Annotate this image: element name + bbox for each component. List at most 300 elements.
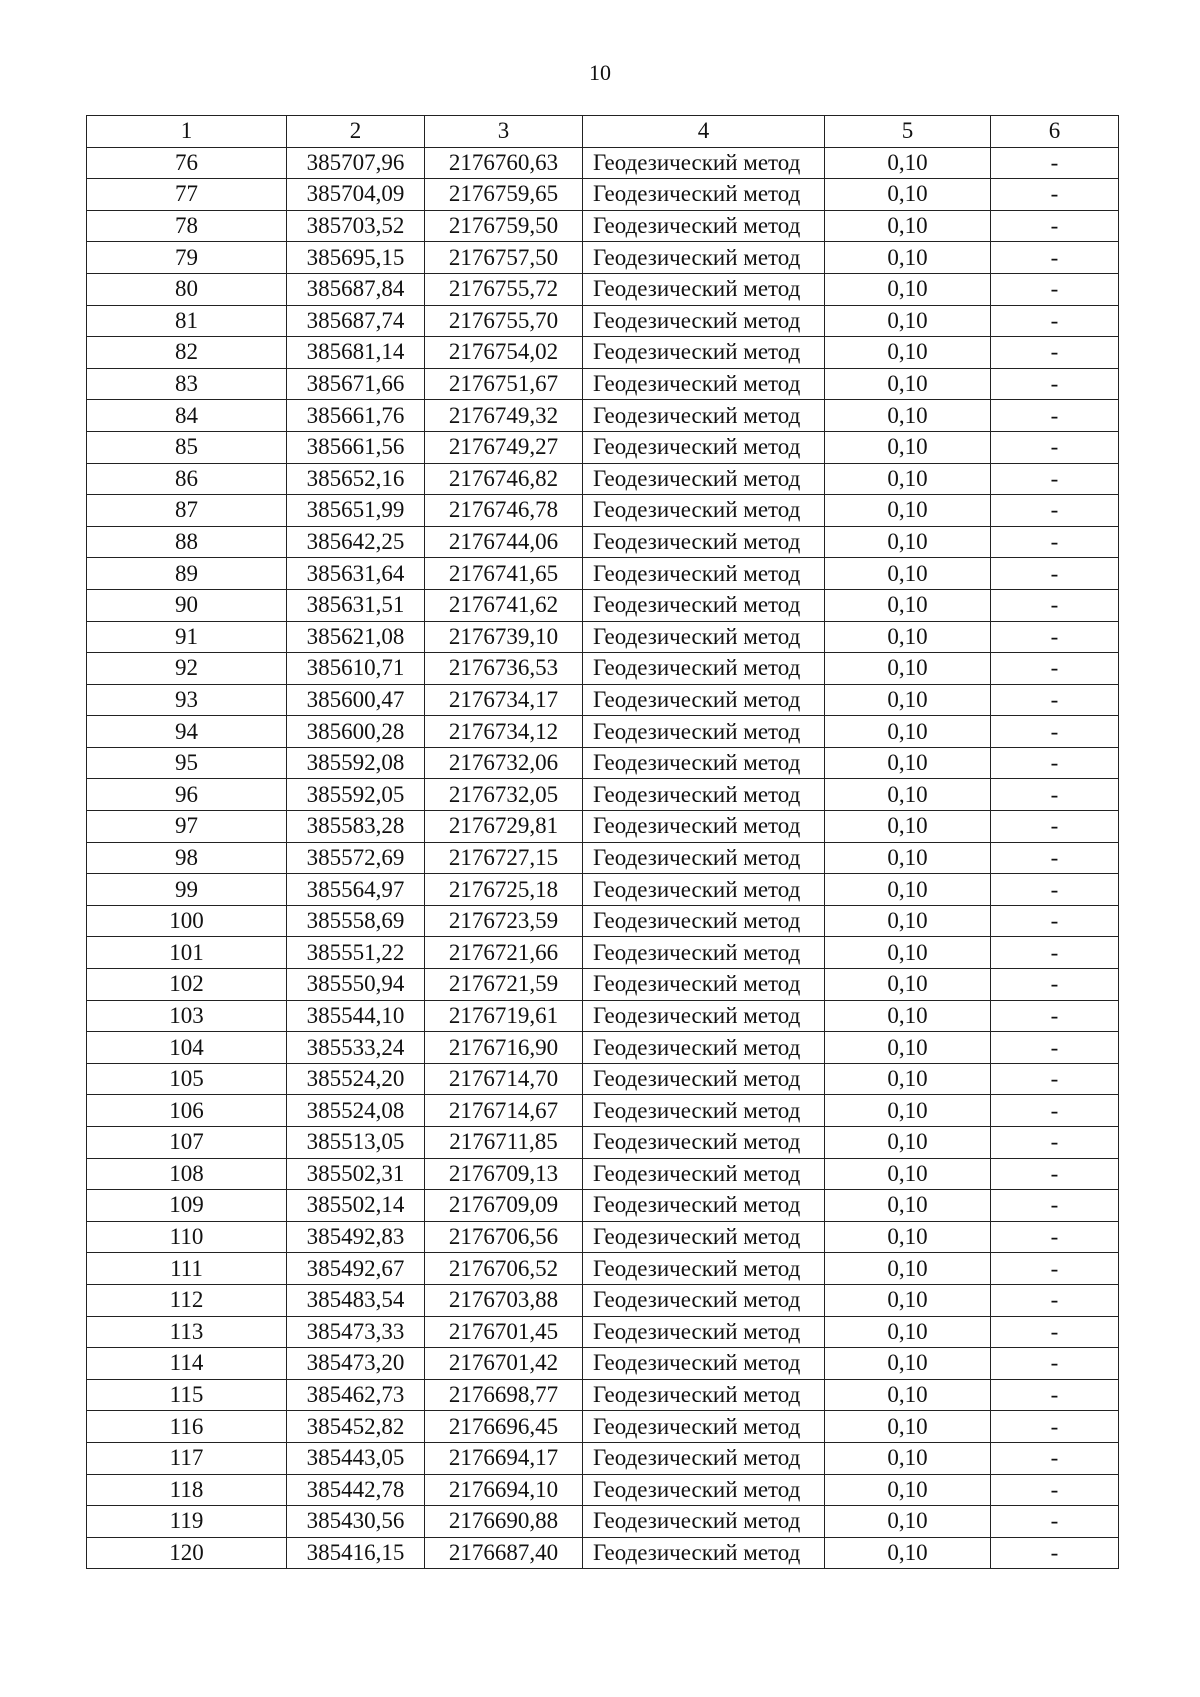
note-cell: - — [991, 1411, 1119, 1443]
point-number-cell: 91 — [87, 621, 287, 653]
method-cell: Геодезический метод — [583, 1000, 825, 1032]
note-cell: - — [991, 905, 1119, 937]
accuracy-cell: 0,10 — [825, 905, 991, 937]
table-row — [87, 463, 1119, 495]
method-cell: Геодезический метод — [583, 937, 825, 969]
note-cell: - — [991, 179, 1119, 211]
x-coordinate-cell: 385452,82 — [287, 1411, 425, 1443]
method-cell: Геодезический метод — [583, 589, 825, 621]
accuracy-cell: 0,10 — [825, 1348, 991, 1380]
note-cell: - — [991, 305, 1119, 337]
point-number-cell: 80 — [87, 273, 287, 305]
y-coordinate-cell: 2176751,67 — [425, 368, 583, 400]
y-coordinate-cell: 2176687,40 — [425, 1537, 583, 1569]
x-coordinate-cell: 385473,33 — [287, 1316, 425, 1348]
x-coordinate-cell: 385687,74 — [287, 305, 425, 337]
method-cell: Геодезический метод — [583, 1506, 825, 1538]
method-cell: Геодезический метод — [583, 716, 825, 748]
y-coordinate-cell: 2176690,88 — [425, 1506, 583, 1538]
method-cell: Геодезический метод — [583, 337, 825, 369]
y-coordinate-cell: 2176711,85 — [425, 1127, 583, 1159]
accuracy-cell: 0,10 — [825, 1316, 991, 1348]
x-coordinate-cell: 385681,14 — [287, 337, 425, 369]
header-cell-6: 6 — [991, 116, 1119, 148]
table-row — [87, 1063, 1119, 1095]
accuracy-cell: 0,10 — [825, 1063, 991, 1095]
page-number: 10 — [589, 60, 611, 85]
point-number-cell: 96 — [87, 779, 287, 811]
point-number-cell: 116 — [87, 1411, 287, 1443]
header-cell-1: 1 — [87, 116, 287, 148]
method-cell: Геодезический метод — [583, 463, 825, 495]
table-row — [87, 495, 1119, 527]
table-row — [87, 905, 1119, 937]
method-cell: Геодезический метод — [583, 526, 825, 558]
x-coordinate-cell: 385631,64 — [287, 558, 425, 590]
table-row — [87, 811, 1119, 843]
note-cell: - — [991, 969, 1119, 1001]
x-coordinate-cell: 385513,05 — [287, 1127, 425, 1159]
y-coordinate-cell: 2176694,17 — [425, 1442, 583, 1474]
header-cell-4: 4 — [583, 116, 825, 148]
note-cell: - — [991, 1221, 1119, 1253]
point-number-cell: 77 — [87, 179, 287, 211]
method-cell: Геодезический метод — [583, 431, 825, 463]
note-cell: - — [991, 368, 1119, 400]
x-coordinate-cell: 385502,31 — [287, 1158, 425, 1190]
accuracy-cell: 0,10 — [825, 1032, 991, 1064]
accuracy-cell: 0,10 — [825, 1253, 991, 1285]
x-coordinate-cell: 385492,67 — [287, 1253, 425, 1285]
y-coordinate-cell: 2176721,59 — [425, 969, 583, 1001]
table-row — [87, 1506, 1119, 1538]
method-cell: Геодезический метод — [583, 495, 825, 527]
accuracy-cell: 0,10 — [825, 431, 991, 463]
method-cell: Геодезический метод — [583, 1221, 825, 1253]
table-header-row — [87, 116, 1119, 148]
accuracy-cell: 0,10 — [825, 747, 991, 779]
header-cell-3: 3 — [425, 116, 583, 148]
accuracy-cell: 0,10 — [825, 1221, 991, 1253]
point-number-cell: 111 — [87, 1253, 287, 1285]
point-number-cell: 88 — [87, 526, 287, 558]
x-coordinate-cell: 385695,15 — [287, 242, 425, 274]
point-number-cell: 84 — [87, 400, 287, 432]
accuracy-cell: 0,10 — [825, 463, 991, 495]
y-coordinate-cell: 2176746,82 — [425, 463, 583, 495]
note-cell: - — [991, 684, 1119, 716]
table-row — [87, 337, 1119, 369]
y-coordinate-cell: 2176706,56 — [425, 1221, 583, 1253]
point-number-cell: 106 — [87, 1095, 287, 1127]
x-coordinate-cell: 385533,24 — [287, 1032, 425, 1064]
x-coordinate-cell: 385600,28 — [287, 716, 425, 748]
point-number-cell: 78 — [87, 210, 287, 242]
x-coordinate-cell: 385707,96 — [287, 147, 425, 179]
x-coordinate-cell: 385687,84 — [287, 273, 425, 305]
y-coordinate-cell: 2176696,45 — [425, 1411, 583, 1443]
accuracy-cell: 0,10 — [825, 368, 991, 400]
accuracy-cell: 0,10 — [825, 621, 991, 653]
accuracy-cell: 0,10 — [825, 779, 991, 811]
method-cell: Геодезический метод — [583, 1095, 825, 1127]
note-cell: - — [991, 431, 1119, 463]
note-cell: - — [991, 242, 1119, 274]
x-coordinate-cell: 385473,20 — [287, 1348, 425, 1380]
method-cell: Геодезический метод — [583, 653, 825, 685]
y-coordinate-cell: 2176723,59 — [425, 905, 583, 937]
table-row — [87, 179, 1119, 211]
note-cell: - — [991, 1348, 1119, 1380]
accuracy-cell: 0,10 — [825, 1442, 991, 1474]
y-coordinate-cell: 2176701,42 — [425, 1348, 583, 1380]
method-cell: Геодезический метод — [583, 1253, 825, 1285]
y-coordinate-cell: 2176736,53 — [425, 653, 583, 685]
point-number-cell: 117 — [87, 1442, 287, 1474]
note-cell: - — [991, 210, 1119, 242]
point-number-cell: 97 — [87, 811, 287, 843]
x-coordinate-cell: 385600,47 — [287, 684, 425, 716]
y-coordinate-cell: 2176716,90 — [425, 1032, 583, 1064]
y-coordinate-cell: 2176754,02 — [425, 337, 583, 369]
accuracy-cell: 0,10 — [825, 305, 991, 337]
accuracy-cell: 0,10 — [825, 1411, 991, 1443]
x-coordinate-cell: 385416,15 — [287, 1537, 425, 1569]
method-cell: Геодезический метод — [583, 400, 825, 432]
table-row — [87, 147, 1119, 179]
x-coordinate-cell: 385442,78 — [287, 1474, 425, 1506]
note-cell: - — [991, 337, 1119, 369]
note-cell: - — [991, 1000, 1119, 1032]
method-cell: Геодезический метод — [583, 558, 825, 590]
point-number-cell: 94 — [87, 716, 287, 748]
method-cell: Геодезический метод — [583, 1316, 825, 1348]
y-coordinate-cell: 2176741,65 — [425, 558, 583, 590]
table-row — [87, 874, 1119, 906]
accuracy-cell: 0,10 — [825, 1095, 991, 1127]
method-cell: Геодезический метод — [583, 684, 825, 716]
method-cell: Геодезический метод — [583, 1190, 825, 1222]
x-coordinate-cell: 385621,08 — [287, 621, 425, 653]
note-cell: - — [991, 147, 1119, 179]
table-row — [87, 273, 1119, 305]
table-row — [87, 400, 1119, 432]
method-cell: Геодезический метод — [583, 1158, 825, 1190]
point-number-cell: 92 — [87, 653, 287, 685]
point-number-cell: 76 — [87, 147, 287, 179]
x-coordinate-cell: 385631,51 — [287, 589, 425, 621]
note-cell: - — [991, 747, 1119, 779]
y-coordinate-cell: 2176732,05 — [425, 779, 583, 811]
accuracy-cell: 0,10 — [825, 874, 991, 906]
table-row — [87, 1379, 1119, 1411]
table-row — [87, 210, 1119, 242]
y-coordinate-cell: 2176706,52 — [425, 1253, 583, 1285]
accuracy-cell: 0,10 — [825, 337, 991, 369]
accuracy-cell: 0,10 — [825, 1379, 991, 1411]
method-cell: Геодезический метод — [583, 273, 825, 305]
x-coordinate-cell: 385551,22 — [287, 937, 425, 969]
y-coordinate-cell: 2176734,12 — [425, 716, 583, 748]
point-number-cell: 105 — [87, 1063, 287, 1095]
y-coordinate-cell: 2176721,66 — [425, 937, 583, 969]
point-number-cell: 87 — [87, 495, 287, 527]
point-number-cell: 86 — [87, 463, 287, 495]
table-row — [87, 589, 1119, 621]
method-cell: Геодезический метод — [583, 210, 825, 242]
point-number-cell: 83 — [87, 368, 287, 400]
note-cell: - — [991, 937, 1119, 969]
x-coordinate-cell: 385671,66 — [287, 368, 425, 400]
accuracy-cell: 0,10 — [825, 716, 991, 748]
accuracy-cell: 0,10 — [825, 1127, 991, 1159]
note-cell: - — [991, 1316, 1119, 1348]
point-number-cell: 79 — [87, 242, 287, 274]
y-coordinate-cell: 2176714,67 — [425, 1095, 583, 1127]
y-coordinate-cell: 2176759,50 — [425, 210, 583, 242]
y-coordinate-cell: 2176709,09 — [425, 1190, 583, 1222]
table-row — [87, 937, 1119, 969]
table-row — [87, 1158, 1119, 1190]
note-cell: - — [991, 621, 1119, 653]
accuracy-cell: 0,10 — [825, 1284, 991, 1316]
method-cell: Геодезический метод — [583, 779, 825, 811]
method-cell: Геодезический метод — [583, 1348, 825, 1380]
note-cell: - — [991, 1506, 1119, 1538]
y-coordinate-cell: 2176739,10 — [425, 621, 583, 653]
note-cell: - — [991, 1442, 1119, 1474]
x-coordinate-cell: 385651,99 — [287, 495, 425, 527]
y-coordinate-cell: 2176759,65 — [425, 179, 583, 211]
method-cell: Геодезический метод — [583, 242, 825, 274]
accuracy-cell: 0,10 — [825, 811, 991, 843]
method-cell: Геодезический метод — [583, 1442, 825, 1474]
y-coordinate-cell: 2176760,63 — [425, 147, 583, 179]
method-cell: Геодезический метод — [583, 1411, 825, 1443]
note-cell: - — [991, 495, 1119, 527]
point-number-cell: 119 — [87, 1506, 287, 1538]
point-number-cell: 108 — [87, 1158, 287, 1190]
x-coordinate-cell: 385592,05 — [287, 779, 425, 811]
accuracy-cell: 0,10 — [825, 400, 991, 432]
method-cell: Геодезический метод — [583, 1127, 825, 1159]
accuracy-cell: 0,10 — [825, 1158, 991, 1190]
note-cell: - — [991, 874, 1119, 906]
x-coordinate-cell: 385544,10 — [287, 1000, 425, 1032]
note-cell: - — [991, 558, 1119, 590]
method-cell: Геодезический метод — [583, 747, 825, 779]
y-coordinate-cell: 2176749,27 — [425, 431, 583, 463]
y-coordinate-cell: 2176734,17 — [425, 684, 583, 716]
note-cell: - — [991, 1379, 1119, 1411]
table-row — [87, 969, 1119, 1001]
method-cell: Геодезический метод — [583, 905, 825, 937]
note-cell: - — [991, 1032, 1119, 1064]
x-coordinate-cell: 385592,08 — [287, 747, 425, 779]
y-coordinate-cell: 2176732,06 — [425, 747, 583, 779]
table-row — [87, 1537, 1119, 1569]
table-row — [87, 242, 1119, 274]
accuracy-cell: 0,10 — [825, 147, 991, 179]
point-number-cell: 82 — [87, 337, 287, 369]
accuracy-cell: 0,10 — [825, 273, 991, 305]
method-cell: Геодезический метод — [583, 1379, 825, 1411]
coordinates-table — [86, 115, 1119, 1569]
y-coordinate-cell: 2176719,61 — [425, 1000, 583, 1032]
table-row — [87, 779, 1119, 811]
accuracy-cell: 0,10 — [825, 589, 991, 621]
note-cell: - — [991, 1474, 1119, 1506]
note-cell: - — [991, 1537, 1119, 1569]
table-row — [87, 305, 1119, 337]
accuracy-cell: 0,10 — [825, 1474, 991, 1506]
table-row — [87, 1348, 1119, 1380]
point-number-cell: 99 — [87, 874, 287, 906]
point-number-cell: 115 — [87, 1379, 287, 1411]
note-cell: - — [991, 1190, 1119, 1222]
table-row — [87, 1474, 1119, 1506]
table-row — [87, 842, 1119, 874]
y-coordinate-cell: 2176698,77 — [425, 1379, 583, 1411]
accuracy-cell: 0,10 — [825, 1190, 991, 1222]
table-row — [87, 1000, 1119, 1032]
x-coordinate-cell: 385572,69 — [287, 842, 425, 874]
method-cell: Геодезический метод — [583, 1537, 825, 1569]
point-number-cell: 120 — [87, 1537, 287, 1569]
point-number-cell: 109 — [87, 1190, 287, 1222]
point-number-cell: 104 — [87, 1032, 287, 1064]
y-coordinate-cell: 2176755,70 — [425, 305, 583, 337]
point-number-cell: 93 — [87, 684, 287, 716]
point-number-cell: 98 — [87, 842, 287, 874]
y-coordinate-cell: 2176744,06 — [425, 526, 583, 558]
x-coordinate-cell: 385661,56 — [287, 431, 425, 463]
y-coordinate-cell: 2176709,13 — [425, 1158, 583, 1190]
accuracy-cell: 0,10 — [825, 558, 991, 590]
x-coordinate-cell: 385430,56 — [287, 1506, 425, 1538]
y-coordinate-cell: 2176727,15 — [425, 842, 583, 874]
table-row — [87, 1032, 1119, 1064]
accuracy-cell: 0,10 — [825, 179, 991, 211]
table-row — [87, 526, 1119, 558]
table-row — [87, 1095, 1119, 1127]
accuracy-cell: 0,10 — [825, 1000, 991, 1032]
y-coordinate-cell: 2176703,88 — [425, 1284, 583, 1316]
x-coordinate-cell: 385704,09 — [287, 179, 425, 211]
table-body — [87, 116, 1119, 1569]
note-cell: - — [991, 1095, 1119, 1127]
x-coordinate-cell: 385564,97 — [287, 874, 425, 906]
y-coordinate-cell: 2176755,72 — [425, 273, 583, 305]
accuracy-cell: 0,10 — [825, 526, 991, 558]
method-cell: Геодезический метод — [583, 1284, 825, 1316]
x-coordinate-cell: 385558,69 — [287, 905, 425, 937]
point-number-cell: 103 — [87, 1000, 287, 1032]
point-number-cell: 114 — [87, 1348, 287, 1380]
method-cell: Геодезический метод — [583, 621, 825, 653]
y-coordinate-cell: 2176741,62 — [425, 589, 583, 621]
method-cell: Геодезический метод — [583, 1032, 825, 1064]
accuracy-cell: 0,10 — [825, 969, 991, 1001]
method-cell: Геодезический метод — [583, 368, 825, 400]
accuracy-cell: 0,10 — [825, 653, 991, 685]
accuracy-cell: 0,10 — [825, 937, 991, 969]
table-row — [87, 1316, 1119, 1348]
accuracy-cell: 0,10 — [825, 842, 991, 874]
note-cell: - — [991, 526, 1119, 558]
note-cell: - — [991, 1284, 1119, 1316]
point-number-cell: 107 — [87, 1127, 287, 1159]
point-number-cell: 101 — [87, 937, 287, 969]
method-cell: Геодезический метод — [583, 305, 825, 337]
x-coordinate-cell: 385610,71 — [287, 653, 425, 685]
note-cell: - — [991, 1158, 1119, 1190]
y-coordinate-cell: 2176714,70 — [425, 1063, 583, 1095]
header-cell-2: 2 — [287, 116, 425, 148]
table-row — [87, 1284, 1119, 1316]
note-cell: - — [991, 653, 1119, 685]
table-row — [87, 1253, 1119, 1285]
method-cell: Геодезический метод — [583, 969, 825, 1001]
note-cell: - — [991, 463, 1119, 495]
y-coordinate-cell: 2176757,50 — [425, 242, 583, 274]
y-coordinate-cell: 2176701,45 — [425, 1316, 583, 1348]
point-number-cell: 118 — [87, 1474, 287, 1506]
x-coordinate-cell: 385652,16 — [287, 463, 425, 495]
y-coordinate-cell: 2176694,10 — [425, 1474, 583, 1506]
table-row — [87, 1127, 1119, 1159]
x-coordinate-cell: 385524,20 — [287, 1063, 425, 1095]
table-row — [87, 621, 1119, 653]
accuracy-cell: 0,10 — [825, 1537, 991, 1569]
table-row — [87, 716, 1119, 748]
table-row — [87, 684, 1119, 716]
x-coordinate-cell: 385483,54 — [287, 1284, 425, 1316]
table-row — [87, 1411, 1119, 1443]
x-coordinate-cell: 385703,52 — [287, 210, 425, 242]
y-coordinate-cell: 2176746,78 — [425, 495, 583, 527]
table-row — [87, 1190, 1119, 1222]
table-row — [87, 1442, 1119, 1474]
table-row — [87, 747, 1119, 779]
method-cell: Геодезический метод — [583, 811, 825, 843]
note-cell: - — [991, 1063, 1119, 1095]
note-cell: - — [991, 1127, 1119, 1159]
table-row — [87, 431, 1119, 463]
note-cell: - — [991, 716, 1119, 748]
y-coordinate-cell: 2176749,32 — [425, 400, 583, 432]
accuracy-cell: 0,10 — [825, 242, 991, 274]
x-coordinate-cell: 385583,28 — [287, 811, 425, 843]
point-number-cell: 113 — [87, 1316, 287, 1348]
note-cell: - — [991, 1253, 1119, 1285]
point-number-cell: 100 — [87, 905, 287, 937]
note-cell: - — [991, 273, 1119, 305]
method-cell: Геодезический метод — [583, 1063, 825, 1095]
x-coordinate-cell: 385443,05 — [287, 1442, 425, 1474]
table-row — [87, 558, 1119, 590]
method-cell: Геодезический метод — [583, 147, 825, 179]
accuracy-cell: 0,10 — [825, 1506, 991, 1538]
table-row — [87, 368, 1119, 400]
accuracy-cell: 0,10 — [825, 495, 991, 527]
x-coordinate-cell: 385642,25 — [287, 526, 425, 558]
point-number-cell: 81 — [87, 305, 287, 337]
note-cell: - — [991, 589, 1119, 621]
header-cell-5: 5 — [825, 116, 991, 148]
y-coordinate-cell: 2176725,18 — [425, 874, 583, 906]
method-cell: Геодезический метод — [583, 179, 825, 211]
